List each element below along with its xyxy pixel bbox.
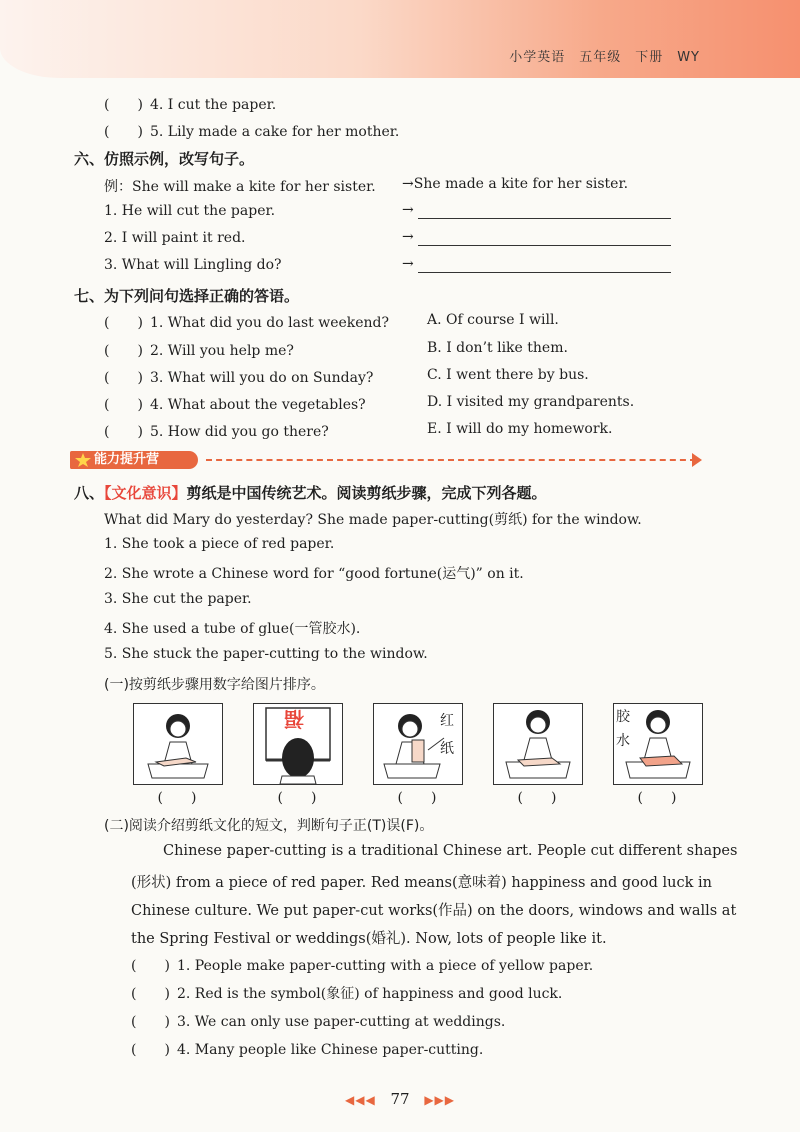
header-text: 小学英语 五年级 下册 WY: [509, 50, 700, 65]
red-label-2: 纸: [440, 741, 454, 757]
picture-writing: [493, 703, 583, 785]
picture-answer[interactable]: ( ): [397, 790, 437, 806]
step-1: 1. She took a piece of red paper.: [104, 536, 335, 552]
match-answer: C. I went there by bus.: [427, 367, 589, 383]
example-left: 例：She will make a kite for her sister.: [104, 179, 376, 195]
star-icon: [74, 452, 92, 468]
banner-arrow-icon: [692, 453, 702, 467]
girl-cutting-illustration: [134, 704, 222, 784]
arrow-icon: →: [402, 256, 414, 272]
step-3: 3. She cut the paper.: [104, 591, 252, 607]
match-answer: B. I don’t like them.: [427, 340, 568, 356]
tf-item: [131, 1039, 483, 1059]
girl-writing-illustration: [494, 704, 582, 784]
step-2: 2. She wrote a Chinese word for “good fortune(运气)” on it.: [104, 566, 524, 582]
picture-answer[interactable]: ( ): [517, 790, 557, 806]
rewrite-item-2: 2. I will paint it red.: [104, 230, 246, 246]
red-label-1: 红: [440, 713, 454, 729]
match-question: [104, 394, 366, 414]
question-text: 2. Will you help me?: [150, 343, 294, 359]
section8-title: 八、【文化意识】剪纸是中国传统艺术。阅读剪纸步骤，完成下列各题。: [74, 484, 547, 502]
answer-line[interactable]: [418, 272, 671, 273]
q5-4: [104, 94, 276, 114]
header-band: [0, 0, 800, 78]
picture-window: [253, 703, 343, 785]
part1-title: (一)按剪纸步骤用数字给图片排序。: [104, 677, 325, 693]
answer-paren[interactable]: ( ): [104, 397, 143, 413]
page-number: 77: [390, 1090, 410, 1108]
answer-paren[interactable]: ( ): [104, 370, 143, 386]
picture-glue: [613, 703, 703, 785]
banner-label: 能力提升营: [70, 451, 198, 469]
question-text: 5. Lily made a cake for her mother.: [150, 124, 400, 140]
tf-item: [131, 1011, 505, 1031]
question-text: 1. What did you do last weekend?: [150, 315, 390, 331]
tf-item: [131, 955, 593, 975]
match-question: [104, 421, 329, 441]
answer-paren[interactable]: ( ): [104, 124, 143, 140]
ability-banner: [70, 451, 710, 469]
answer-line[interactable]: [418, 245, 671, 246]
answer-paren[interactable]: ( ): [104, 315, 143, 331]
answer-paren[interactable]: ( ): [131, 958, 170, 974]
answer-paren[interactable]: ( ): [131, 986, 170, 1002]
passage-line: Chinese culture. We put paper-cut works(作品) on the doors, windows and walls at: [131, 903, 737, 919]
intro-text: What did Mary do yesterday? She made paper-cutting(剪纸) for the window.: [104, 512, 642, 528]
passage-line: Chinese paper-cutting is a traditional Chinese art. People cut different shapes: [163, 843, 738, 859]
answer-paren[interactable]: ( ): [104, 424, 143, 440]
question-text: 4. What about the vegetables?: [150, 397, 366, 413]
tf-text: 2. Red is the symbol(象征) of happiness and good luck.: [177, 986, 563, 1002]
step-5: 5. She stuck the paper-cutting to the window.: [104, 646, 428, 662]
answer-line[interactable]: [418, 218, 671, 219]
tf-item: [131, 983, 562, 1003]
arrow-icon: →: [402, 229, 414, 245]
part2-title: (二)阅读介绍剪纸文化的短文，判断句子正(T)误(F)。: [104, 818, 434, 834]
right-arrows-icon: ▶▶▶: [424, 1093, 456, 1107]
answer-paren[interactable]: ( ): [104, 97, 143, 113]
section7-title: 七、为下列问句选择正确的答语。: [74, 287, 300, 305]
match-question: [104, 312, 389, 332]
glue-label-2: 水: [616, 733, 630, 749]
tf-text: 3. We can only use paper-cutting at weddings.: [177, 1014, 506, 1030]
answer-paren[interactable]: ( ): [131, 1014, 170, 1030]
example-right: →She made a kite for her sister.: [402, 176, 629, 192]
question-text: 3. What will you do on Sunday?: [150, 370, 374, 386]
culture-tag: 【文化意识】: [104, 484, 187, 502]
answer-paren[interactable]: ( ): [104, 343, 143, 359]
banner-divider: [206, 459, 696, 461]
tf-text: 4. Many people like Chinese paper-cutting.: [177, 1042, 484, 1058]
match-answer: E. I will do my homework.: [427, 421, 613, 437]
left-arrows-icon: ◀◀◀: [344, 1093, 376, 1107]
rewrite-item-1: 1. He will cut the paper.: [104, 203, 276, 219]
passage-line: (形状) from a piece of red paper. Red means(意味着) happiness and good luck in: [131, 875, 712, 891]
glue-label-1: 胶: [616, 709, 630, 725]
match-question: [104, 340, 294, 360]
page-footer: [0, 1090, 800, 1108]
picture-answer[interactable]: ( ): [157, 790, 197, 806]
picture-answer[interactable]: ( ): [637, 790, 677, 806]
question-text: 4. I cut the paper.: [150, 97, 277, 113]
picture-answer[interactable]: ( ): [277, 790, 317, 806]
step-4: 4. She used a tube of glue(一管胶水).: [104, 621, 361, 637]
picture-red-paper: [373, 703, 463, 785]
rewrite-item-3: 3. What will Lingling do?: [104, 257, 282, 273]
section6-title: 六、仿照示例，改写句子。: [74, 150, 255, 168]
match-answer: D. I visited my grandparents.: [427, 394, 635, 410]
question-text: 5. How did you go there?: [150, 424, 329, 440]
match-question: [104, 367, 373, 387]
answer-paren[interactable]: ( ): [131, 1042, 170, 1058]
match-answer: A. Of course I will.: [427, 312, 559, 328]
passage-line: the Spring Festival or weddings(婚礼). Now, lots of people like it.: [131, 931, 607, 947]
picture-cutting: [133, 703, 223, 785]
tf-text: 1. People make paper-cutting with a piece of yellow paper.: [177, 958, 594, 974]
fu-character: 福: [284, 707, 304, 731]
q5-5: [104, 121, 399, 141]
arrow-icon: →: [402, 202, 414, 218]
